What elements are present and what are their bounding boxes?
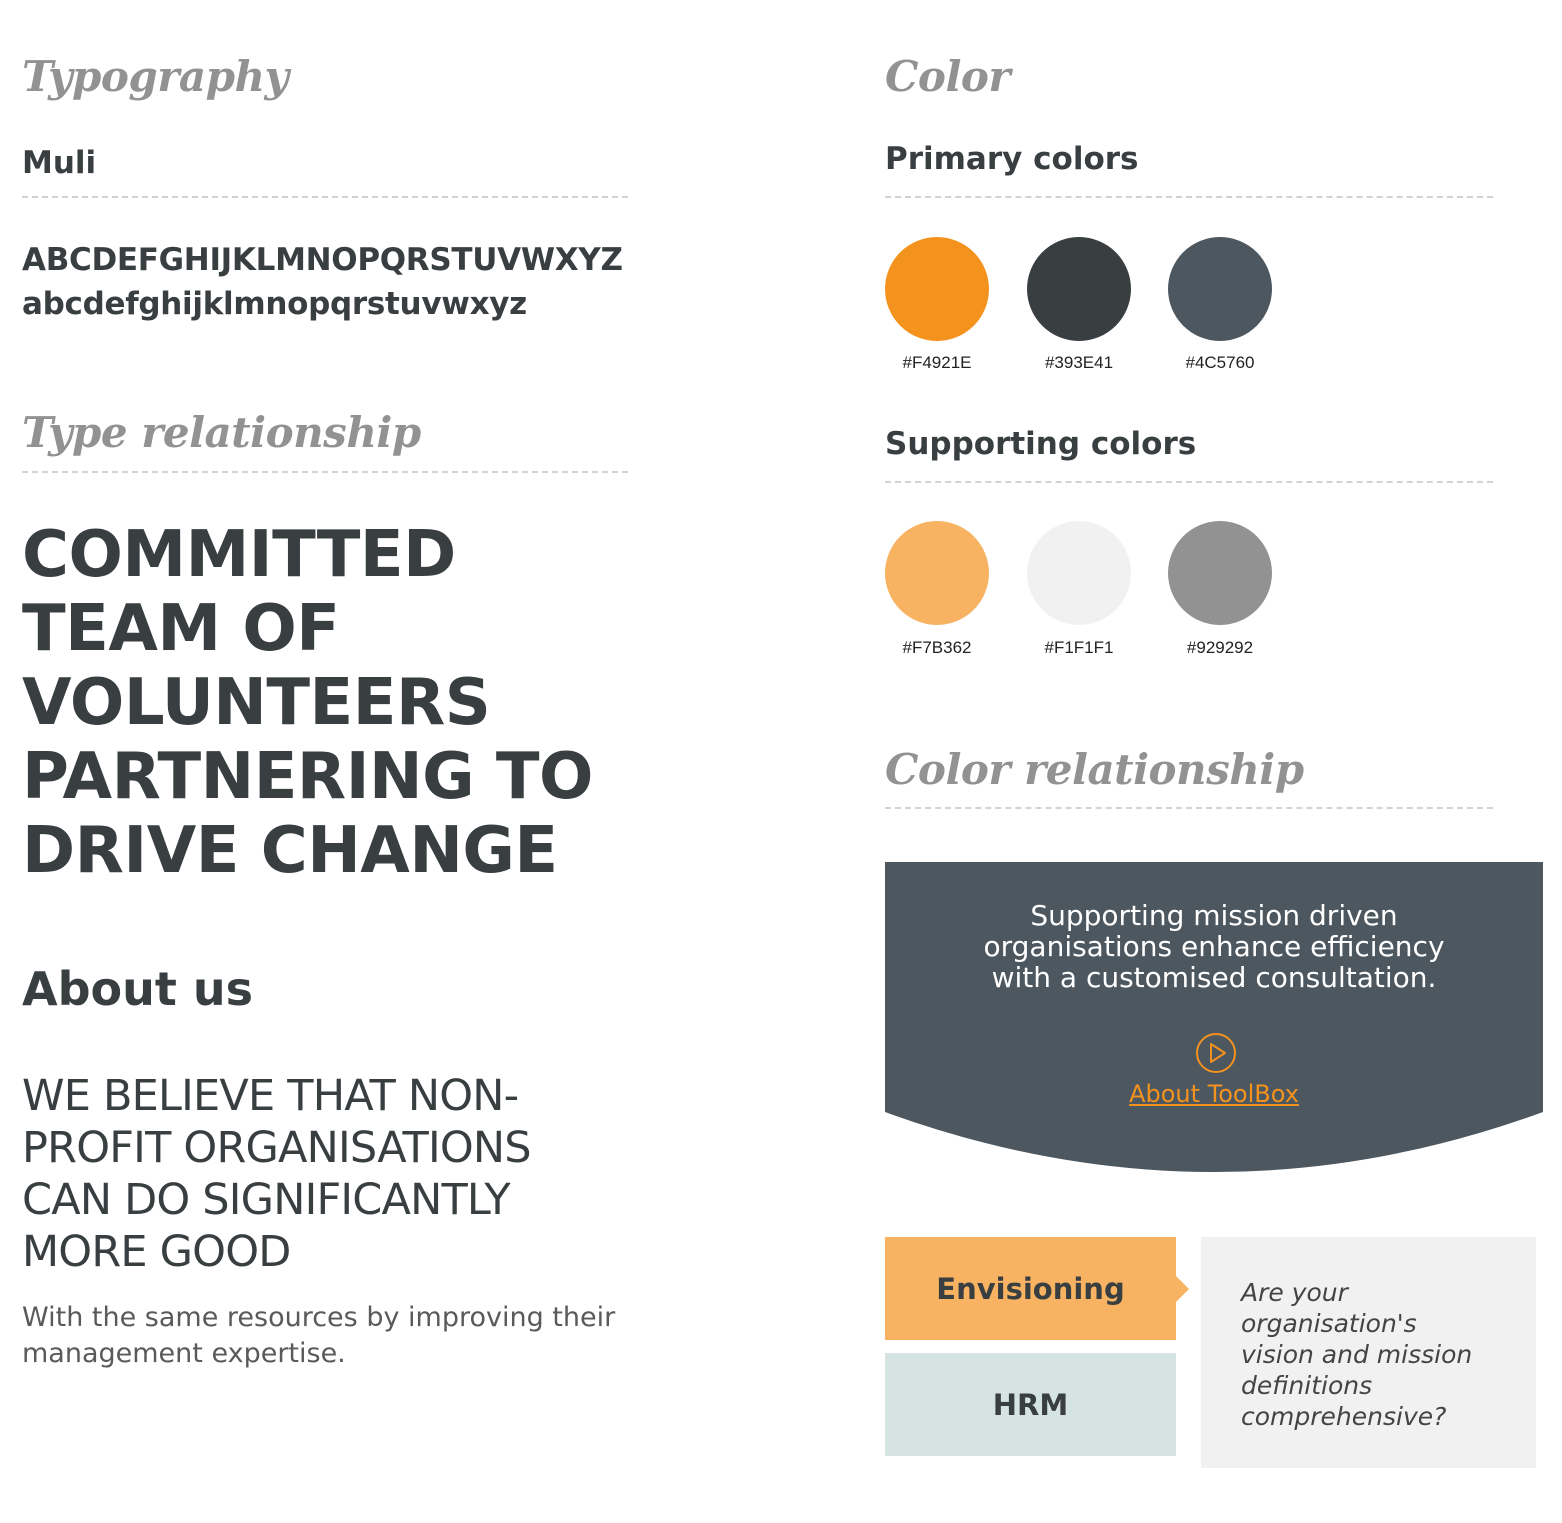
question-line: Are your: [1241, 1278, 1348, 1307]
color-hex-label: #F4921E: [902, 353, 972, 372]
color-swatch-primary-slate: [1168, 237, 1272, 341]
banner-text: [885, 900, 1543, 993]
type-relationship-title: Type relationship: [22, 408, 421, 457]
about-us-title: About us: [22, 962, 254, 1016]
headline-line: PARTNERING TO: [22, 740, 593, 814]
color-swatch-supporting-light: [1027, 521, 1131, 625]
supporting-colors-title: Supporting colors: [885, 426, 1197, 462]
primary-colors-title: Primary colors: [885, 141, 1139, 177]
body-line: With the same resources by improving their: [22, 1302, 616, 1333]
question-line: definitions: [1241, 1371, 1373, 1400]
belief-line: PROFIT ORGANISATIONS: [22, 1123, 531, 1173]
play-circle-icon[interactable]: [1195, 1032, 1237, 1074]
color-swatch-supporting-orange: [885, 521, 989, 625]
tab-label: HRM: [992, 1387, 1069, 1422]
color-hex-label: #929292: [1186, 638, 1254, 657]
color-title: Color: [885, 52, 1011, 101]
headline: [22, 518, 593, 888]
headline-line: DRIVE CHANGE: [22, 814, 558, 888]
question-line: organisation's: [1241, 1309, 1417, 1338]
divider: [22, 471, 628, 473]
color-relationship-title: Color relationship: [885, 745, 1304, 794]
banner-line: with a customised consultation.: [991, 961, 1437, 994]
divider: [885, 196, 1493, 198]
belief-line: WE BELIEVE THAT NON-: [22, 1071, 519, 1121]
tab-label: Envisioning: [936, 1271, 1125, 1306]
divider: [885, 807, 1493, 809]
headline-line: TEAM OF: [22, 592, 340, 666]
color-swatch-primary-orange: [885, 237, 989, 341]
question-line: comprehensive?: [1241, 1402, 1447, 1431]
belief-line: CAN DO SIGNIFICANTLY: [22, 1175, 510, 1225]
divider: [885, 481, 1493, 483]
body-line: management expertise.: [22, 1338, 346, 1369]
tab-envisioning[interactable]: [885, 1237, 1176, 1340]
banner-line: Supporting mission driven: [1030, 899, 1398, 932]
lowercase-sample: abcdefghijklmnopqrstuvwxyz: [22, 286, 527, 322]
active-tab-arrow-icon: [1175, 1275, 1191, 1303]
headline-line: COMMITTED: [22, 518, 456, 592]
belief-line: MORE GOOD: [22, 1227, 291, 1277]
uppercase-sample: ABCDEFGHIJKLMNOPQRSTUVWXYZ: [22, 242, 623, 278]
belief-statement: [22, 1070, 662, 1278]
about-toolbox-link[interactable]: [885, 1080, 1543, 1108]
question-line: vision and mission: [1241, 1340, 1473, 1369]
question-card: [1201, 1237, 1536, 1468]
banner-line: organisations enhance efficiency: [983, 930, 1445, 963]
color-hex-label: #393E41: [1044, 353, 1114, 372]
tab-hrm[interactable]: [885, 1353, 1176, 1456]
body-paragraph: [22, 1300, 662, 1372]
color-hex-label: #F7B362: [902, 638, 972, 657]
font-name: Muli: [22, 145, 97, 181]
color-hex-label: #4C5760: [1185, 353, 1255, 372]
color-swatch-supporting-grey: [1168, 521, 1272, 625]
question-text: [1241, 1277, 1531, 1432]
headline-line: VOLUNTEERS: [22, 666, 491, 740]
color-swatch-primary-dark: [1027, 237, 1131, 341]
typography-title: Typography: [22, 52, 289, 101]
color-hex-label: #F1F1F1: [1044, 638, 1114, 657]
about-toolbox-link-label[interactable]: About ToolBox: [1129, 1080, 1299, 1108]
divider: [22, 196, 628, 198]
